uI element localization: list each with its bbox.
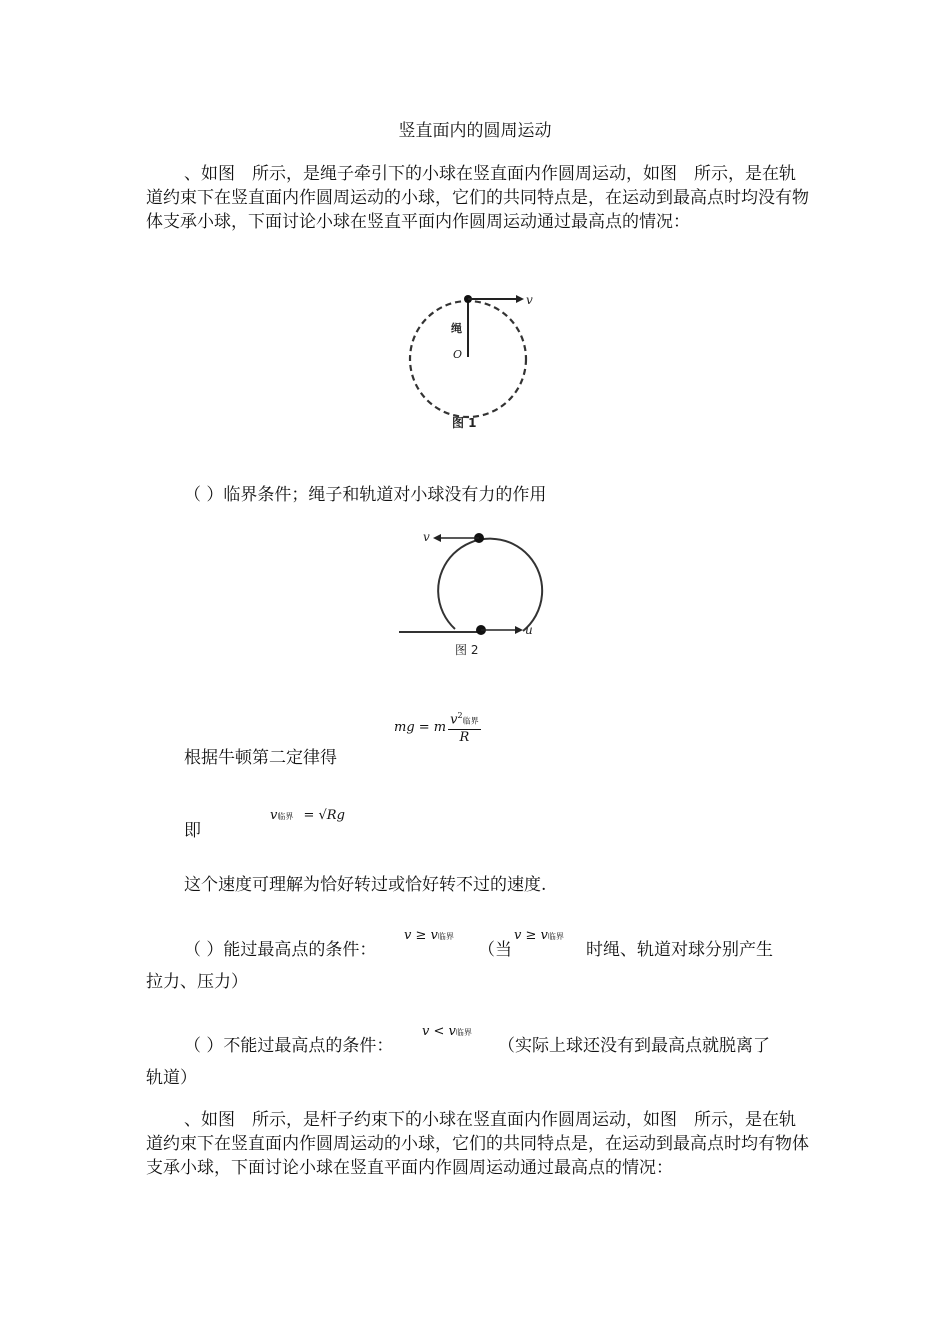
equation-2 [270,808,345,823]
paragraph-1-text: 、如图 所示，是绳子牵引下的小球在竖直面内作圆周运动，如图 所示，是在轨道约束下在竖直面内作圆周运动的小球，它们的共同特点是，在运动到最高点时均没有物体支承小球，下面讨论小球在竖直平面内作圆周运动通过最高点的情况： [146,164,809,232]
eq1-numerator: v [450,712,458,728]
paragraph-1 [146,162,812,234]
figure-1 [400,285,540,435]
figure-2 [395,526,545,661]
item-2-cond2-sub: 临界 [547,932,564,941]
eq2-sub: 临界 [277,812,294,821]
item-2-cond-text: v ≥ v [404,928,438,943]
item-2-line2: 拉力、压力） [146,972,248,992]
center-label: O [453,348,463,361]
eq2-left: v [270,808,278,823]
speed-text: 这个速度可理解为恰好转过或恰好转不过的速度. [184,875,547,895]
item-3-cond-sub: 临界 [455,1028,472,1037]
item-2-suffix: 时绳、轨道对球分别产生 [586,940,773,960]
rope-label: 绳 [451,322,462,335]
arrowhead-icon [516,295,524,303]
item-3-condition [422,1024,472,1039]
loop-track [438,539,542,631]
figure-2-caption: 图 2 [455,643,479,657]
item-2-paren: （当 [478,940,512,960]
top-arrowhead-icon [433,534,441,542]
item-2-condition [404,928,454,943]
item-1: （ ）临界条件；绳子和轨道对小球没有力的作用 [184,485,547,505]
item-3-suffix: （实际上球还没有到最高点就脱离了 [498,1036,770,1056]
bottom-arrowhead-icon [515,626,523,634]
eq1-denominator: R [459,730,470,746]
newton-text: 根据牛顿第二定律得 [184,748,337,768]
eq1-sup: 2 [457,711,463,720]
item-2-cond2-text: v ≥ v [514,928,548,943]
eq2-rhs: = √Rg [303,808,345,823]
item-2-cond-sub: 临界 [437,932,454,941]
top-velocity-label: v [423,530,430,544]
item-2-condition-2 [514,928,564,943]
item-3-cond-text: v < v [422,1024,456,1039]
item-3-line2: 轨道） [146,1068,197,1088]
paragraph-2-text: 、如图 所示，是杆子约束下的小球在竖直面内作圆周运动，如图 所示，是在轨道约束下在竖直面内作圆周运动的小球，它们的共同特点是，在运动到最高点时均有物体支承小球，下面讨论小球在竖直平面内作圆周运动通过最高点的情况： [146,1110,809,1178]
eq1-sub: 临界 [462,716,479,726]
page-title: 竖直面内的圆周运动 [398,121,552,141]
bottom-velocity-label: u [525,623,533,637]
eq1-left: mg = m [394,719,447,735]
paragraph-2 [146,1108,812,1180]
figure-1-caption: 图 1 [452,416,477,430]
velocity-label: v [526,293,533,307]
ji-text: 即 [184,821,201,841]
equation-1 [394,708,481,746]
item-3-prefix: （ ）不能过最高点的条件： [184,1036,394,1056]
item-2-prefix: （ ）能过最高点的条件： [184,940,377,960]
